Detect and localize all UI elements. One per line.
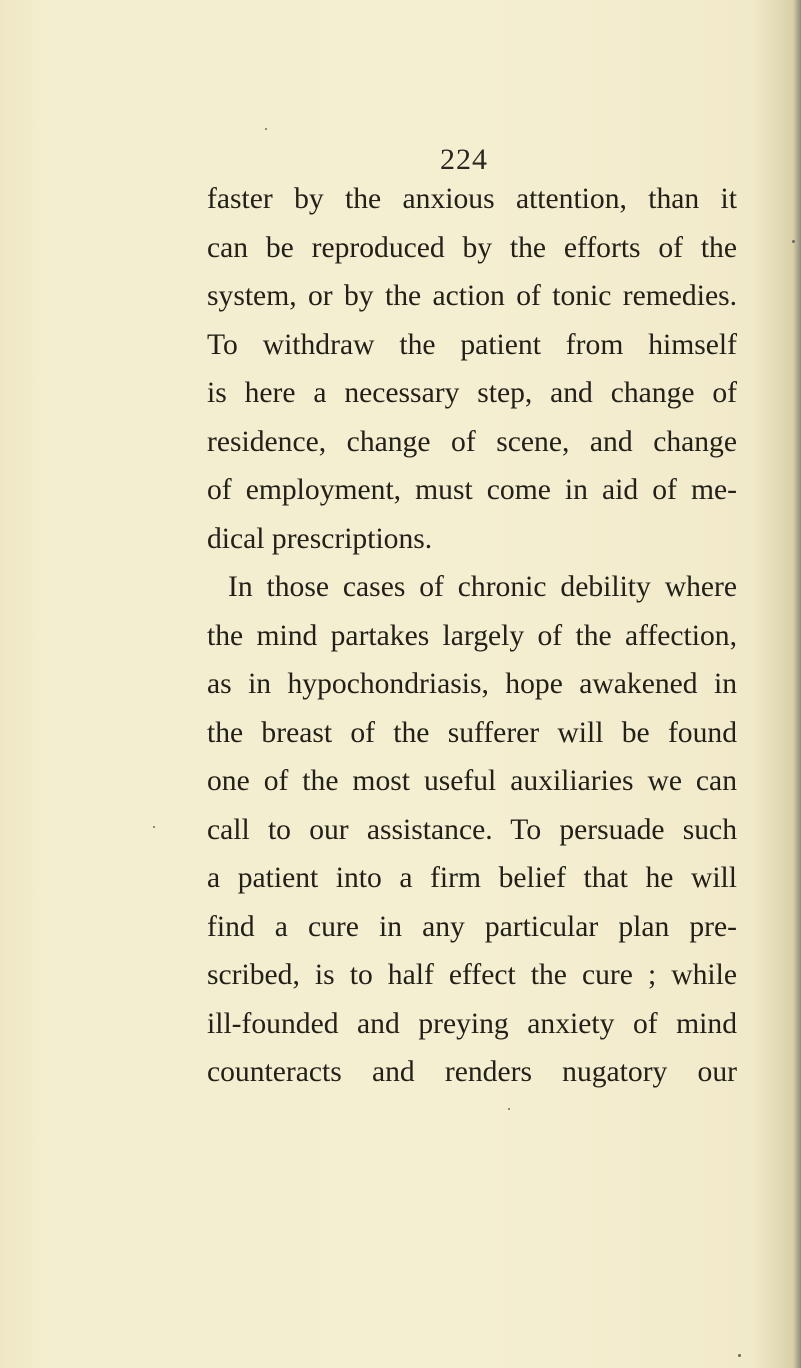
text-line: ill-founded and preying anxiety of mind	[207, 1007, 737, 1040]
text-line: scribed, is to half effect the cure ; while	[207, 959, 737, 991]
text-line: residence, change of scene, and change	[207, 425, 737, 458]
paper-speck	[265, 128, 267, 130]
paper-speck	[792, 240, 795, 243]
text-line: a patient into a firm belief that he will	[207, 862, 737, 894]
text-line: dical prescriptions.	[207, 522, 433, 555]
text-line: In those cases of chronic debility where	[228, 571, 737, 603]
text-line: system, or by the action of tonic remedies.	[207, 280, 737, 312]
paper-speck	[153, 826, 155, 828]
text-line: can be reproduced by the efforts of the	[207, 231, 737, 264]
body-text	[207, 175, 737, 1097]
paper-speck	[508, 1108, 510, 1110]
text-line: of employment, must come in aid of me-	[207, 474, 737, 506]
text-line: is here a necessary step, and change of	[207, 377, 737, 409]
text-line: call to our assistance. To persuade such	[207, 813, 737, 846]
text-line: the breast of the sufferer will be found	[207, 716, 737, 749]
text-line: counteracts and renders nugatory our	[207, 1056, 737, 1088]
text-line: find a cure in any particular plan pre-	[207, 910, 737, 943]
text-line: To withdraw the patient from himself	[207, 328, 737, 361]
page-number: 224	[440, 143, 488, 176]
text-line: as in hypochondriasis, hope awakened in	[207, 668, 737, 700]
paper-speck	[738, 1354, 741, 1357]
text-line: the mind partakes largely of the affection,	[207, 619, 737, 652]
text-line: faster by the anxious attention, than it	[207, 183, 737, 215]
text-line: one of the most useful auxiliaries we can	[207, 765, 737, 797]
